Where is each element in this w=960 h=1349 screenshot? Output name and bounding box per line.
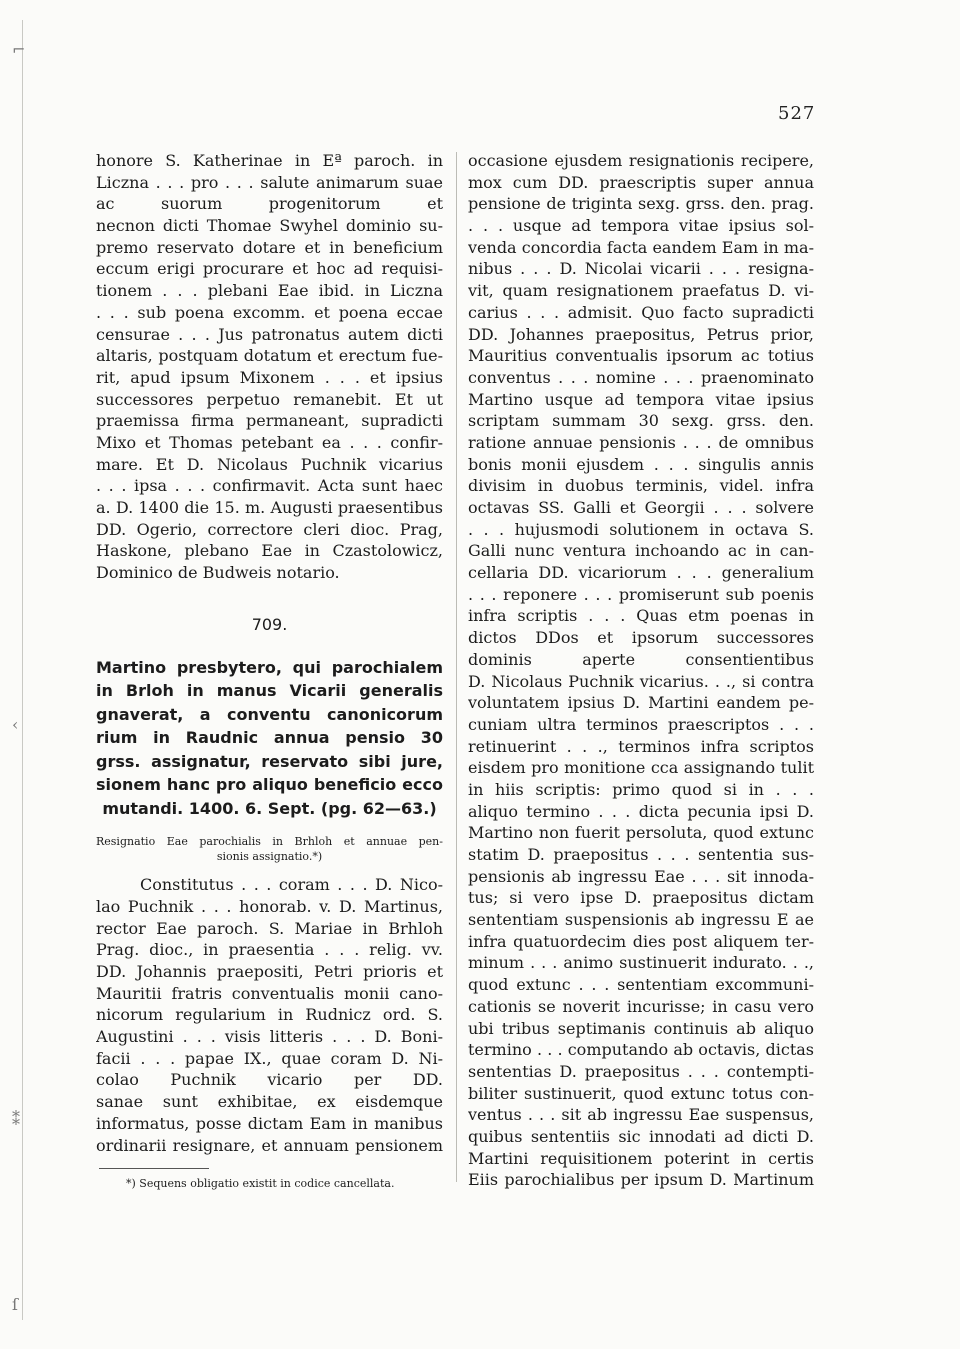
text-line: Martino non fuerit persoluta, quod extunc bbox=[468, 823, 814, 843]
text-line: DD. Ogerio, correctore cleri dioc. Prag, bbox=[96, 519, 443, 539]
text-line: . . . sub poena excomm. et poena eccae bbox=[96, 302, 443, 322]
margin-mark: ſ bbox=[12, 1295, 18, 1314]
document-subheading bbox=[96, 834, 443, 864]
margin-mark: ‹ bbox=[12, 715, 19, 734]
margin-mark: ⁑ bbox=[12, 1110, 20, 1129]
text-line: Liczna . . . pro . . . salute animarum suae bbox=[96, 172, 443, 192]
text-line: tionem . . . plebani Eae ibid. in Liczna bbox=[96, 281, 443, 301]
text-line: cellaria DD. vicariorum . . . generalium bbox=[468, 563, 814, 583]
document-heading bbox=[96, 656, 443, 821]
text-line: vit, quam resignationem praefatus D. vi- bbox=[468, 281, 814, 301]
text-line: termino . . . computando ab octavis, dictas bbox=[468, 1040, 814, 1060]
heading-line: Martino presbytero, qui parochialem bbox=[96, 657, 443, 677]
text-line: premo reservato dotare et in beneficium bbox=[96, 237, 443, 257]
text-line: Galli nunc ventura inchoando ac in can- bbox=[468, 541, 814, 561]
text-line: Constitutus . . . coram . . . D. Nico- bbox=[140, 875, 443, 895]
text-line: retinuerint . . ., terminos infra scriptos bbox=[468, 736, 814, 756]
text-line: tus; si vero ipse D. praepositus dictam bbox=[468, 888, 814, 908]
text-line: rector Eae paroch. S. Mariae in Brhloh bbox=[96, 918, 443, 938]
text-line: . . . hujusmodi solutionem in octava S. bbox=[468, 519, 814, 539]
heading-line: rium in Raudnic annua pensio 30 bbox=[96, 728, 443, 748]
text-line: octavas SS. Galli et Georgii . . . solvere bbox=[468, 498, 814, 517]
text-line: divisim in duobus terminis, videl. infra bbox=[468, 476, 814, 496]
text-line: praemissa firma permaneant, supradicti bbox=[96, 411, 443, 431]
text-line: colao Puchnik vicario per DD. bbox=[96, 1070, 443, 1090]
text-line: ubi tribus septimanis continuis ab aliquo bbox=[468, 1018, 814, 1038]
margin-mark: ⌐ bbox=[12, 40, 26, 59]
page-number: 527 bbox=[778, 103, 816, 124]
text-line: successores perpetuo remanebit. Et ut bbox=[96, 389, 443, 409]
document-body bbox=[96, 874, 443, 1156]
text-line: Augustini . . . visis litteris . . . D. Boni- bbox=[96, 1027, 443, 1047]
text-line: sententiam suspensionis ab ingressu E ae bbox=[468, 910, 814, 930]
text-line: pensionis ab ingressu Eae . . . sit innoda- bbox=[468, 866, 814, 886]
text-line: honore S. Katherinae in Eª paroch. in bbox=[96, 151, 443, 170]
text-line: rit, apud ipsum Mixonem . . . et ipsius bbox=[96, 367, 443, 387]
text-line: Dominico de Budweis notario. bbox=[96, 563, 340, 583]
footnote-rule bbox=[99, 1168, 209, 1169]
text-line: Eiis parochialibus per ipsum D. Martinum bbox=[468, 1170, 814, 1190]
heading-line: grss. assignatur, reservato sibi jure, bbox=[96, 751, 443, 771]
text-line: occasione ejusdem resignationis recipere, bbox=[468, 151, 814, 170]
text-line: biliter sustinuerit, quod extunc totus con- bbox=[468, 1083, 814, 1103]
text-line: Prag. dioc., in praesentia . . . relig. vv. bbox=[96, 940, 443, 960]
text-line: facii . . . papae IX., quae coram D. Ni- bbox=[96, 1048, 443, 1068]
heading-line: gnaverat, a conventu canonicorum bbox=[96, 704, 443, 724]
text-line: eisdem pro monitione cca assignando tulit bbox=[468, 758, 814, 778]
heading-line: mutandi. 1400. 6. Sept. (pg. 62—63.) bbox=[102, 798, 437, 818]
text-line: censurae . . . Jus patronatus autem dicti bbox=[96, 324, 443, 344]
text-line: DD. Johannis praepositi, Petri prioris et bbox=[96, 962, 443, 981]
text-line: cuniam ultra terminos praescriptos . . . bbox=[468, 714, 814, 734]
text-line: infra scriptis . . . Quas etm poenas in bbox=[468, 606, 814, 626]
text-line: minum . . . animo sustinuerit indurato. . ., bbox=[468, 953, 814, 973]
text-line: ventus . . . sit ab ingressu Eae suspensus, bbox=[468, 1105, 814, 1125]
text-line: ordinarii resignare, et annuam pensionem bbox=[96, 1135, 443, 1155]
text-line: Haskone, plebano Eae in Czastolowicz, bbox=[96, 541, 443, 561]
page-edge-line bbox=[22, 20, 23, 1320]
text-line: necnon dicti Thomae Swyhel dominio su- bbox=[96, 216, 443, 236]
text-line: D. Nicolaus Puchnik vicarius. . ., si contra bbox=[468, 671, 814, 691]
text-line: dictos DDos et ipsorum successores bbox=[468, 628, 814, 648]
text-line: voluntatem ipsius D. Martini eandem pe- bbox=[468, 693, 814, 713]
text-line: . . . reponere . . . promiserunt sub poenis bbox=[468, 584, 814, 604]
text-line: eccum erigi procurare et hoc ad requisi- bbox=[96, 259, 443, 279]
text-line: sanae sunt exhibitae, ex eisdemque bbox=[96, 1092, 443, 1112]
text-line: Martini requisitionem poterint in certis bbox=[468, 1148, 814, 1168]
text-line: . . . ipsa . . . confirmavit. Acta sunt haec bbox=[96, 476, 443, 496]
text-line: Mauritius conventualis ipsorum ac totius bbox=[468, 346, 814, 366]
text-line: cationis se noverit incurisse; in casu vero bbox=[468, 996, 814, 1016]
heading-line: in Brloh in manus Vicarii generalis bbox=[96, 681, 443, 701]
heading-line: sionem hanc pro aliquo beneficio ecco bbox=[96, 775, 443, 795]
text-line: quod extunc . . . sententiam excommuni- bbox=[468, 975, 814, 995]
column-divider bbox=[456, 152, 457, 1182]
text-line: statim D. praepositus . . . sententia sus- bbox=[468, 845, 814, 864]
right-column bbox=[468, 150, 814, 1191]
text-line: a. D. 1400 die 15. m. Augusti praesentibus bbox=[96, 498, 443, 517]
text-line: lao Puchnik . . . honorab. v. D. Martinus, bbox=[96, 896, 443, 916]
text-line: pensione de triginta sexg. grss. den. prag. bbox=[468, 194, 814, 214]
text-line: nicorum regularium in Rudnicz ord. S. bbox=[96, 1005, 443, 1025]
text-line: carius . . . admisit. Quo facto supradicti bbox=[468, 302, 814, 322]
text-line: DD. Johannes praepositus, Petrus prior, bbox=[468, 324, 814, 344]
text-line: bonis monii ejusdem . . . singulis annis bbox=[468, 454, 814, 474]
text-line: Mixo et Thomas petebant ea . . . confir- bbox=[96, 432, 443, 452]
text-line: Mauritii fratris conventualis monii cano- bbox=[96, 983, 443, 1003]
text-line: altaris, postquam dotatum et erectum fue- bbox=[96, 346, 443, 366]
subheading-line: sionis assignatio.*) bbox=[216, 850, 323, 864]
text-line: quibus sententiis sic innodati ad dicti D. bbox=[468, 1126, 814, 1146]
text-line: Martino usque ad tempora vitae ipsius bbox=[468, 389, 814, 409]
text-line: infra quatuordecim dies post aliquem ter- bbox=[468, 931, 814, 951]
subheading-line: Resignatio Eae parochialis in Brhloh et annuae pen- bbox=[96, 835, 443, 849]
text-line: aliquo termino . . . dicta pecunia ipsi D. bbox=[468, 801, 814, 821]
text-line: scriptam summam 30 sexg. grss. den. bbox=[468, 411, 814, 431]
text-line: ratione annuae pensionis . . . de omnibus bbox=[468, 432, 814, 452]
text-line: mare. Et D. Nicolaus Puchnik vicarius bbox=[96, 454, 443, 474]
document-number: 709. bbox=[251, 614, 288, 634]
text-line: in hiis scriptis: primo quod si in . . . bbox=[468, 779, 814, 799]
text-line: mox cum DD. praescriptis super annua bbox=[468, 172, 814, 192]
left-column-text bbox=[96, 150, 443, 584]
text-line: sententias D. praepositus . . . contempti- bbox=[468, 1061, 814, 1081]
text-line: venda concordia facta eandem Eam in ma- bbox=[468, 237, 814, 257]
text-line: . . . usque ad tempora vitae ipsius sol- bbox=[468, 216, 814, 236]
text-line: dominis aperte consentientibus bbox=[468, 649, 814, 669]
text-line: ac suorum progenitorum et bbox=[96, 194, 443, 214]
left-column bbox=[96, 150, 443, 1193]
text-line: informatus, posse dictam Eam in manibus bbox=[96, 1113, 443, 1133]
right-column-text bbox=[468, 150, 814, 1191]
text-line: conventus . . . nomine . . . praenominato bbox=[468, 367, 814, 387]
text-line: nibus . . . D. Nicolai vicarii . . . resigna- bbox=[468, 259, 814, 279]
footnote: *) Sequens obligatio existit in codice cancellata. bbox=[126, 1177, 395, 1191]
